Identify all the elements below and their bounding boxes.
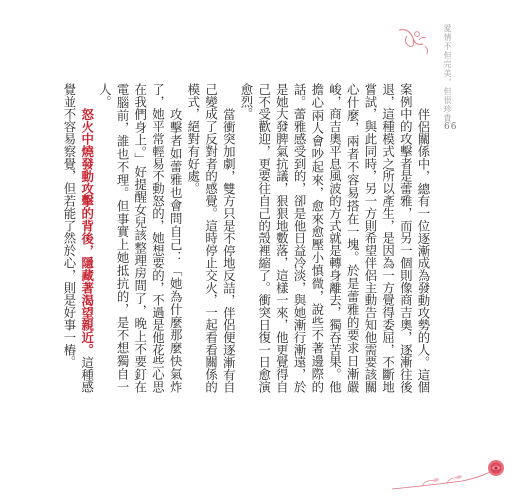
paragraph (60, 83, 95, 393)
rose-vine-icon (392, 455, 512, 495)
floral-swirl-icon (395, 26, 435, 58)
page-number: 66 (444, 122, 458, 132)
paragraph-text: 當衝突加劇，雙方只是不停地反詰，伴侶便逐漸有自己變成了反對者的感覺。這時停止交火，一起看看關係的模式，絕對有好處。 (185, 83, 237, 393)
paragraph-text: 伴侶關係中，總有一位逐漸成為發動攻勢的人。這個案例中的攻擊者是蕾雅，而另一個則像商吉奧，逐漸往後退，這種模式之所以產生，是因為一方覺得委屈，不斷地嘗試，與此同時，另一方則希望伴侶主動告知他需要該關心什麼，兩者不容易搭在一塊。於是蕾雅的要求日漸嚴峻，商吉奧平息風波的方式就是轉身離去，獨吞苦果。他擔心兩人會吵起來，愈來愈壓小慎微，說些不著邊際的話。蕾雅感受到的，卻是他日益冷淡，與她漸行漸遠，於是她大發脾氣抗議，狠狠地數落，這樣一來，他更覺得自己不受歡迎，更要往自己的殼裡縮了。衝突日復一日愈演愈烈。 (238, 83, 431, 393)
paragraph (96, 83, 185, 393)
paragraph-text: 這種感覺並不容易察覺，但若能了然於心，則是好事一樁。 (61, 83, 95, 393)
body-text (61, 83, 432, 393)
running-title: 愛情不但完美，但很珍貴 (443, 24, 452, 123)
paragraph-text: 攻擊者如蕾雅也會問自己：「她為什麼那麼快氣炸了，她平常輕易不動怒的，她想要的，不過是他花些心思在我們身上。」好提醒女兒該整理房間了，晚上不要釘在電腦前，誰也不理。但事實上她抵抗的，是不想獨自一人。 (97, 83, 184, 393)
paragraph (237, 83, 432, 393)
paragraph (184, 83, 237, 393)
highlighted-text: 怒火中燒發動攻擊的背後，隱藏著渴望親近。 (79, 107, 95, 356)
